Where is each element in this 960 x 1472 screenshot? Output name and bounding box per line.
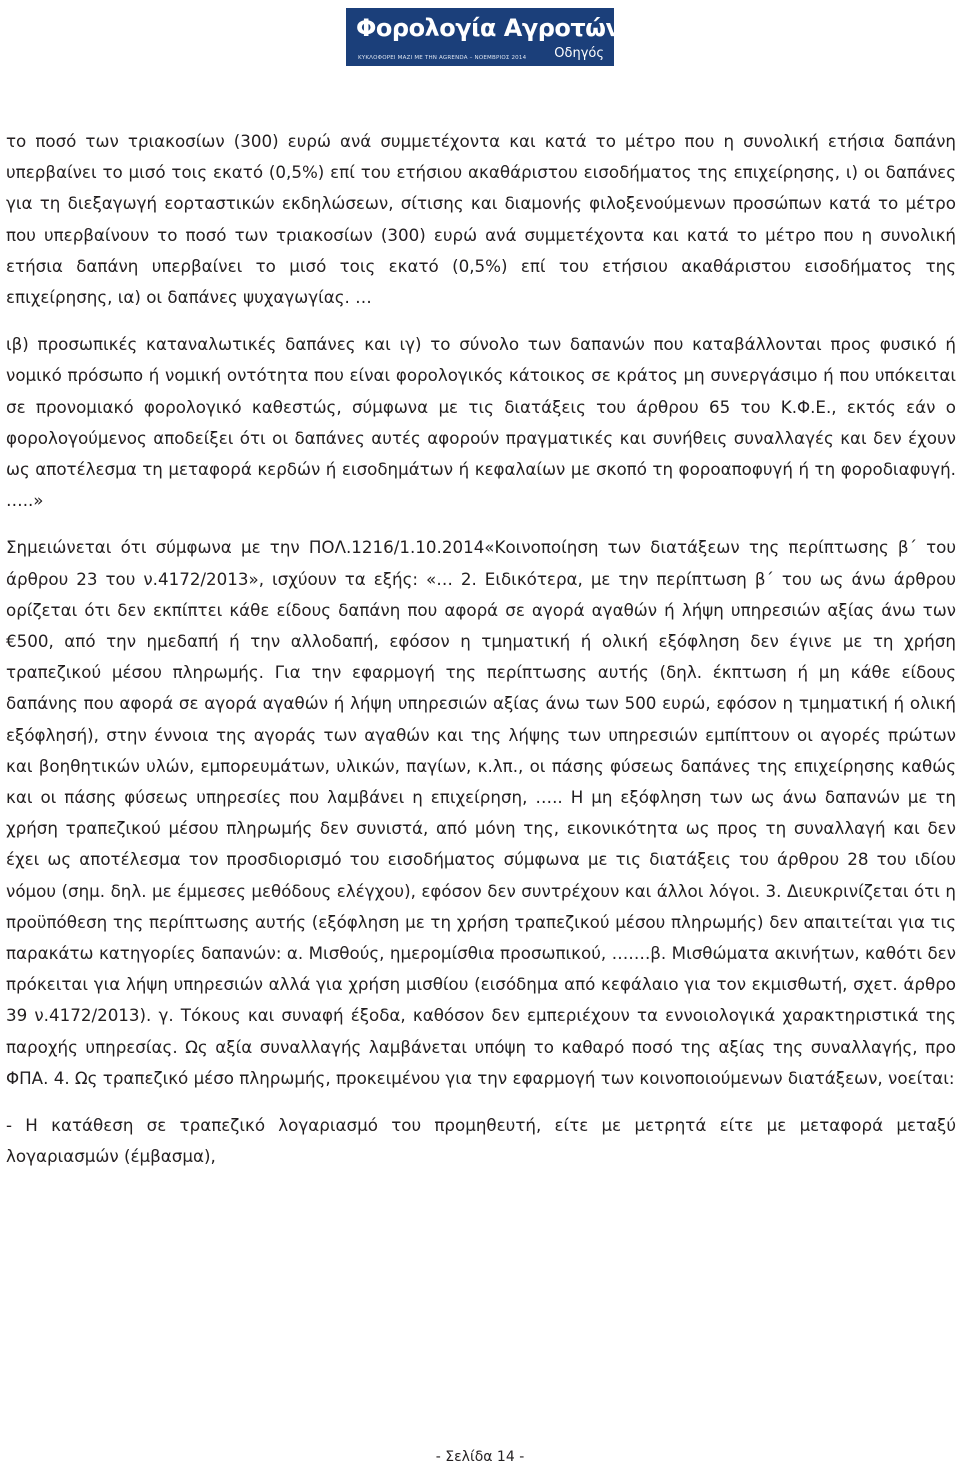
paragraph: - Η κατάθεση σε τραπεζικό λογαριασμό του προμηθευτή, είτε με μετρητά είτε με μεταφορά μεταξύ λογαριασμών (έμβασμα), <box>6 1115 956 1167</box>
publication-subline: ΚΥΚΛΟΦΟΡΕΙ ΜΑΖΙ ΜΕ ΤΗΝ AGRENDA – ΝΟΕΜΒΡΙΟΣ 2014 <box>358 55 527 61</box>
publication-title: Φορολογία Αγροτών <box>356 14 622 42</box>
document-body <box>6 126 956 1189</box>
publication-banner <box>346 8 622 66</box>
paragraph: Σημειώνεται ότι σύμφωνα με την ΠΟΛ.1216/1.10.2014«Κοινοποίηση των διατάξεων της περίπτωσης β΄ του άρθρου 23 του ν.4172/2013», ισχύουν τα εξής: «… 2. Ειδικότερα, με την περίπτωση β΄ του ως άνω άρθρου ορίζεται ότι δεν εκπίπτει κάθε είδους δαπάνη που αφορά σε αγορά αγαθών ή λήψη υπηρεσιών αξίας άνω των €500, από την ημεδαπή ή την αλλοδαπή, εφόσον η τμηματική ή ολική εξόφληση δεν έγινε με τη χρήση τραπεζικού μέσου πληρωμής. Για την εφαρμογή της περίπτωσης αυτής (δηλ. έκπτωση ή μη κάθε είδους δαπάνης που αφορά σε αγορά αγαθών ή λήψη υπηρεσιών αξίας άνω των 500 ευρώ, εφόσον η τμηματική ή ολική εξόφλησή), στην έννοια της αγοράς των αγαθών και της λήψης των υπηρεσιών εμπίπτουν οι αγορές πρώτων και βοηθητικών υλών, εμπορευμάτων, υλικών, παγίων, κ.λπ., οι πάσης φύσεως δαπάνες της επιχείρησης καθώς και οι πάσης φύσεως υπηρεσίες που λαμβάνει η επιχείρηση, ….. Η μη εξόφληση των ως άνω δαπανών με τη χρήση τραπεζικού μέσου πληρωμής δεν συνιστά, από μόνη της, εικονικότητα ως προς τη συναλλαγή και δεν έχει ως αποτέλεσμα τον προσδιορισμό του εισοδήματος σύμφωνα με τις διατάξεις του άρθρου 28 του ιδίου νόμου (σημ. δηλ. με έμμεσες μεθόδους ελέγχου), εφόσον δεν συντρέχουν και άλλοι λόγοι. 3. Διευκρινίζεται ότι η προϋπόθεση της περίπτωσης αυτής (εξόφληση με τη χρήση τραπεζικού μέσου πληρωμής) δεν απαιτείται για τις παρακάτω κατηγορίες δαπανών: α. Μισθούς, ημερομίσθια προσωπικού, …….β. Μισθώματα ακινήτων, καθότι δεν πρόκειται για λήψη υπηρεσιών αλλά για χρήση μισθίου (εισόδημα από κεφάλαιο για τον εκμισθωτή, σχετ. άρθρο 39 ν.4172/2013). γ. Τόκους και συναφή έξοδα, καθόσον δεν εμπεριέχουν τα εννοιολογικά χαρακτηριστικά της παροχής υπηρεσίας. Ως αξία συναλλαγής λαμβάνεται υπόψη το καθαρό ποσό της αξίας της συναλλαγής, προ ΦΠΑ. 4. Ως τραπεζικό μέσο πληρωμής, προκειμένου για την εφαρμογή των κοινοποιούμενων διατάξεων, νοείται: <box>6 537 956 1088</box>
paragraph: ιβ) προσωπικές καταναλωτικές δαπάνες και ιγ) το σύνολο των δαπανών που καταβάλλονται προς φυσικό ή νομικό πρόσωπο ή νομική οντότητα που είναι φορολογικός κάτοικος σε κράτος μη συνεργάσιμο ή που υπόκειται σε προνομιακό φορολογικό καθεστώς, σύμφωνα με τις διατάξεις του άρθρου 65 του Κ.Φ.Ε., εκτός εάν ο φορολογούμενος αποδείξει ότι οι δαπάνες αυτές αφορούν πραγματικές και συνήθεις συναλλαγές και δεν έχουν ως αποτέλεσμα τη μεταφορά κερδών ή εισοδημάτων ή κεφαλαίων με σκοπό τη φοροαποφυγή ή τη φοροδιαφυγή. …..» <box>6 334 956 511</box>
paragraph: το ποσό των τριακοσίων (300) ευρώ ανά συμμετέχοντα και κατά το μέτρο που η συνολική ετήσια δαπάνη υπερβαίνει το μισό τοις εκατό (0,5%) επί του ετήσιου ακαθάριστου εισοδήματος της επιχείρησης, ι) οι δαπάνες για τη διεξαγωγή εορταστικών εκδηλώσεων, σίτισης και διαμονής φιλοξενούμενων προσώπων κατά το μέτρο που υπερβαίνουν το ποσό των τριακοσίων (300) ευρώ ανά συμμετέχοντα και κατά το μέτρο που η συνολική ετήσια δαπάνη υπερβαίνει το μισό τοις εκατό (0,5%) επί του ετήσιου ακαθάριστου εισοδήματος της επιχείρησης, ια) οι δαπάνες ψυχαγωγίας. … <box>6 131 956 308</box>
page-number: - Σελίδα 14 - <box>435 1449 525 1465</box>
guide-label: Οδηγός <box>554 46 604 61</box>
